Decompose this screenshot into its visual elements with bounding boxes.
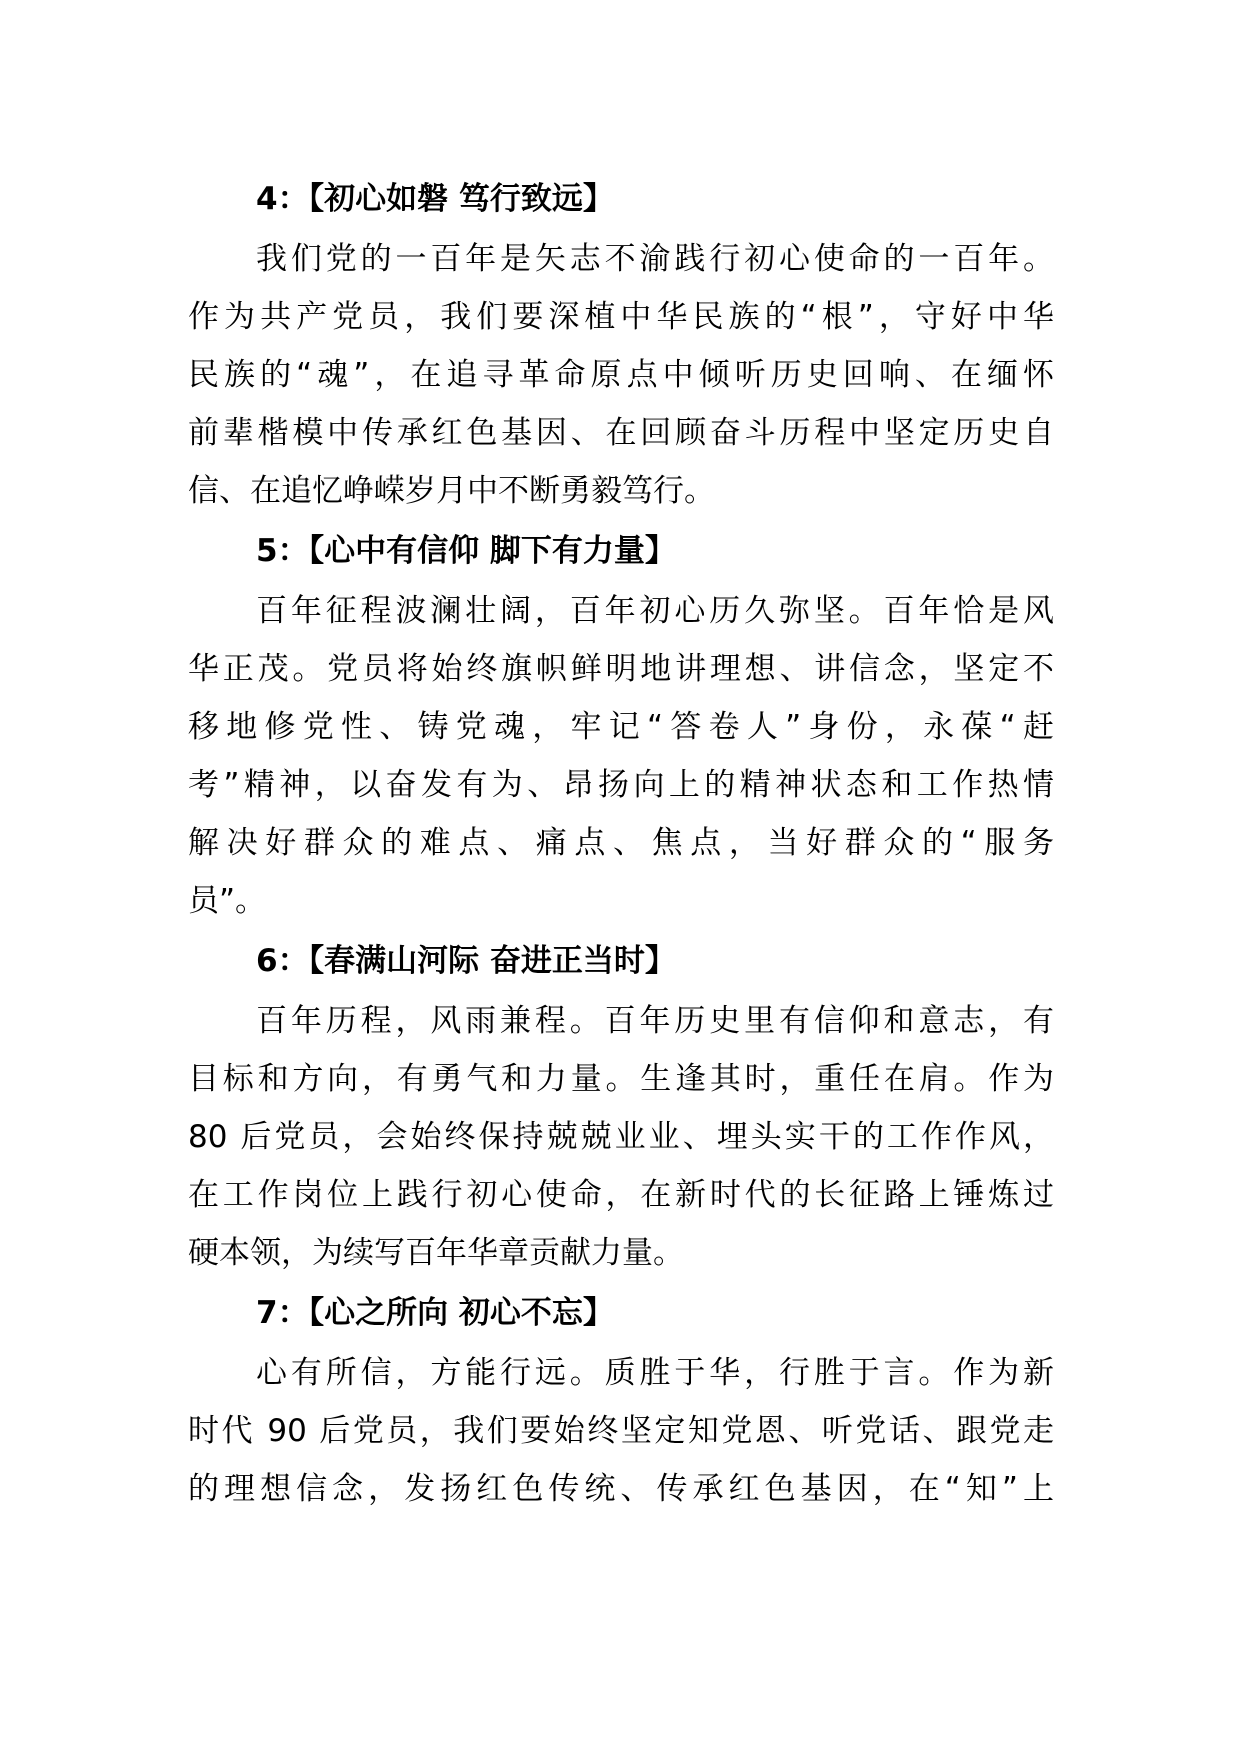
paragraph-line: 目标和方向，有勇气和力量。生逢其时，重任在肩。作为 bbox=[188, 1061, 1054, 1097]
paragraph-line: 硬本领，为续写百年华章贡献力量。 bbox=[188, 1235, 684, 1271]
paragraph-line: 考”精神，以奋发有为、昂扬向上的精神状态和工作热情 bbox=[188, 767, 1054, 803]
section-paragraph bbox=[188, 582, 1054, 930]
section-paragraph bbox=[188, 1344, 1054, 1518]
paragraph-line: 百年征程波澜壮阔，百年初心历久弥坚。百年恰是风 bbox=[256, 593, 1054, 629]
paragraph-line: 解决好群众的难点、痛点、焦点，当好群众的“服务 bbox=[188, 825, 1054, 861]
section-heading: 6：【春满山河际 奋进正当时】 bbox=[256, 943, 676, 979]
section-paragraph bbox=[188, 230, 1054, 520]
section-6 bbox=[188, 930, 1054, 1282]
document-page bbox=[188, 168, 1054, 1518]
paragraph-line: 员”。 bbox=[188, 883, 267, 919]
paragraph-line: 移地修党性、铸党魂，牢记“答卷人”身份，永葆“赶 bbox=[188, 709, 1054, 745]
section-heading: 5：【心中有信仰 脚下有力量】 bbox=[256, 533, 676, 569]
paragraph-line: 心有所信，方能行远。质胜于华，行胜于言。作为新 bbox=[256, 1355, 1054, 1391]
paragraph-line: 的理想信念，发扬红色传统、传承红色基因，在“知”上 bbox=[188, 1471, 1054, 1507]
paragraph-line: 在工作岗位上践行初心使命，在新时代的长征路上锤炼过 bbox=[188, 1177, 1054, 1213]
paragraph-line: 前辈楷模中传承红色基因、在回顾奋斗历程中坚定历史自 bbox=[188, 415, 1054, 451]
paragraph-line: 民族的“魂”，在追寻革命原点中倾听历史回响、在缅怀 bbox=[188, 357, 1054, 393]
section-7 bbox=[188, 1282, 1054, 1518]
paragraph-line: 作为共产党员，我们要深植中华民族的“根”，守好中华 bbox=[188, 299, 1054, 335]
section-5 bbox=[188, 520, 1054, 930]
paragraph-line: 80 后党员，会始终保持兢兢业业、埋头实干的工作作风， bbox=[188, 1119, 1054, 1155]
paragraph-line: 信、在追忆峥嵘岁月中不断勇毅笃行。 bbox=[188, 473, 715, 509]
section-heading: 4：【初心如磐 笃行致远】 bbox=[256, 181, 614, 217]
paragraph-line: 华正茂。党员将始终旗帜鲜明地讲理想、讲信念，坚定不 bbox=[188, 651, 1054, 687]
section-4 bbox=[188, 168, 1054, 520]
paragraph-line: 百年历程，风雨兼程。百年历史里有信仰和意志，有 bbox=[256, 1003, 1054, 1039]
paragraph-line: 时代 90 后党员，我们要始终坚定知党恩、听党话、跟党走 bbox=[188, 1413, 1054, 1449]
section-paragraph bbox=[188, 992, 1054, 1282]
paragraph-line: 我们党的一百年是矢志不渝践行初心使命的一百年。 bbox=[256, 241, 1054, 277]
section-heading: 7：【心之所向 初心不忘】 bbox=[256, 1295, 614, 1331]
